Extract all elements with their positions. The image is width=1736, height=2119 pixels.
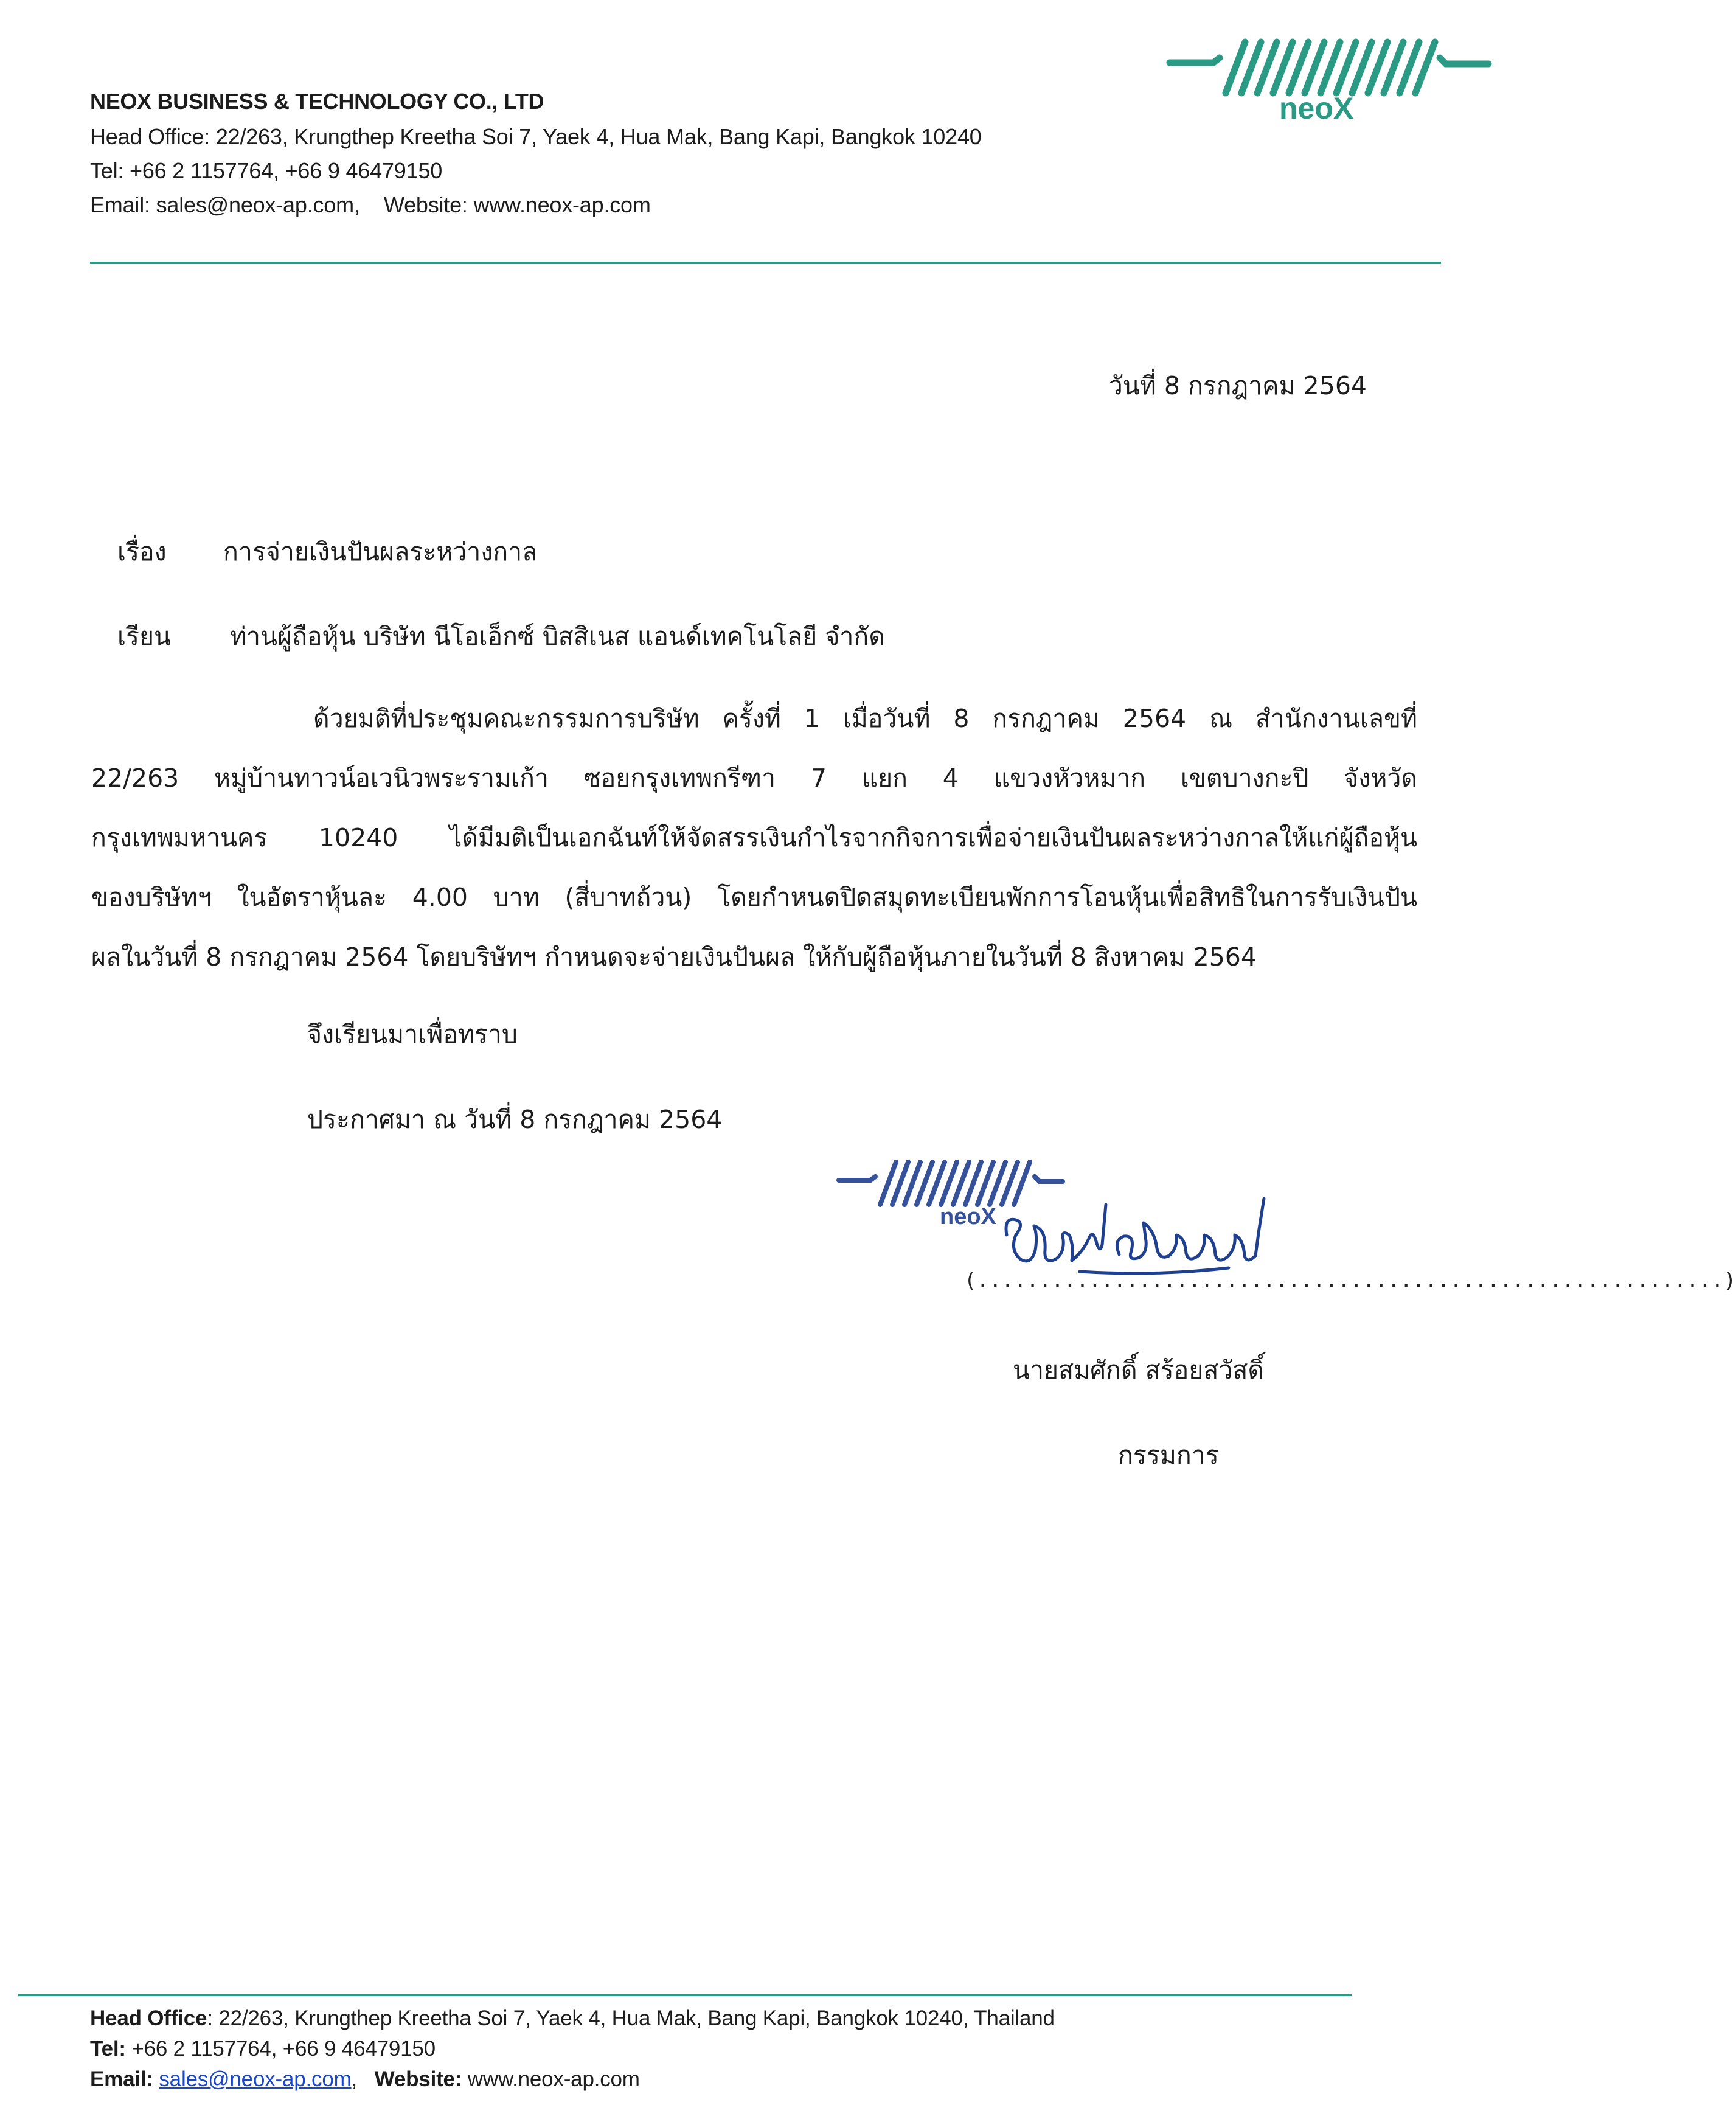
footer-tel-label: Tel:: [90, 2037, 126, 2061]
body-line: 22/263 หมู่บ้านทาวน์อเวนิวพระรามเก้า ซอยกรุงเทพกรีฑา 7 แยก 4 แขวงหัวหมาก เขตบางกะปิ จังหวัด: [91, 764, 1417, 793]
stamp-text: neoX: [940, 1204, 996, 1230]
signer-name: นายสมศักดิ์ สร้อยสวัสดิ์: [1013, 1355, 1265, 1385]
header-divider: [90, 262, 1441, 264]
footer-contact: [90, 2067, 640, 2092]
neox-logo: [1165, 33, 1493, 125]
subject-text: การจ่ายเงินปันผลระหว่างกาล: [223, 537, 538, 566]
footer-address: [90, 2006, 1055, 2031]
logo-text: neoX: [1279, 91, 1354, 125]
company-name: NEOX BUSINESS & TECHNOLOGY CO., LTD: [90, 89, 544, 114]
header-email: Email: sales@neox-ap.com,: [90, 192, 360, 217]
body-line: ด้วยมติที่ประชุมคณะกรรมการบริษัท ครั้งที่ 1 เมื่อวันที่ 8 กรกฎาคม 2564 ณ สำนักงานเลขที่: [313, 704, 1417, 733]
footer-tel-value: +66 2 1157764, +66 9 46479150: [125, 2037, 436, 2061]
neox-stripes-logo-icon: [1165, 33, 1493, 125]
footer-address-value: : 22/263, Krungthep Kreetha Soi 7, Yaek 4, Hua Mak, Bang Kapi, Bangkok 10240, Thailand: [207, 2006, 1055, 2030]
closing-text: จึงเรียนมาเพื่อทราบ: [307, 1020, 518, 1049]
signer-title: กรรมการ: [1118, 1441, 1219, 1470]
footer-tel: [90, 2037, 436, 2061]
header-website: Website: www.neox-ap.com: [383, 192, 651, 217]
body-line: กรุงเทพมหานคร 10240 ได้มีมติเป็นเอกฉันท์ให้จัดสรรเงินกำไรจากกิจการเพื่อจ่ายเงินปันผลระหว่างกาลให้แก่ผู้ถือหุ้น: [91, 823, 1417, 852]
footer-email-label: Email:: [90, 2067, 153, 2091]
signature-line: (............................................................): [964, 1268, 1736, 1293]
header-address: Head Office: 22/263, Krungthep Kreetha Soi 7, Yaek 4, Hua Mak, Bang Kapi, Bangkok 10240: [90, 124, 982, 149]
header-contact: [90, 192, 651, 218]
body-line: ผลในวันที่ 8 กรกฎาคม 2564 โดยบริษัทฯ กำหนดจะจ่ายเงินปันผล ให้กับผู้ถือหุ้นภายในวันที่ 8 สิงหาคม 2564: [91, 942, 1257, 972]
footer-email-sep: ,: [351, 2067, 358, 2091]
recipient-text: ท่านผู้ถือหุ้น บริษัท นีโอเอ็กซ์ บิสสิเนส แอนด์เทคโนโลยี จำกัด: [230, 622, 885, 651]
recipient-label: เรียน: [117, 622, 172, 651]
subject-label: เรื่อง: [117, 537, 167, 566]
footer-address-label: Head Office: [90, 2006, 207, 2030]
body-line: ของบริษัทฯ ในอัตราหุ้นละ 4.00 บาท (สี่บาทถ้วน) โดยกำหนดปิดสมุดทะเบียนพักการโอนหุ้นเพื่อสิทธิในการรับเงินปัน: [91, 883, 1417, 912]
header-tel: Tel: +66 2 1157764, +66 9 46479150: [90, 158, 443, 183]
body-paragraph: [91, 689, 1417, 987]
footer-website-value: www.neox-ap.com: [462, 2067, 640, 2091]
footer-divider: [18, 1994, 1352, 1996]
announcement-date: ประกาศมา ณ วันที่ 8 กรกฎาคม 2564: [307, 1105, 723, 1134]
footer-website-label: Website:: [374, 2067, 462, 2091]
footer-email-link[interactable]: sales@neox-ap.com: [159, 2067, 352, 2091]
letter-date: วันที่ 8 กรกฎาคม 2564: [1108, 371, 1367, 400]
